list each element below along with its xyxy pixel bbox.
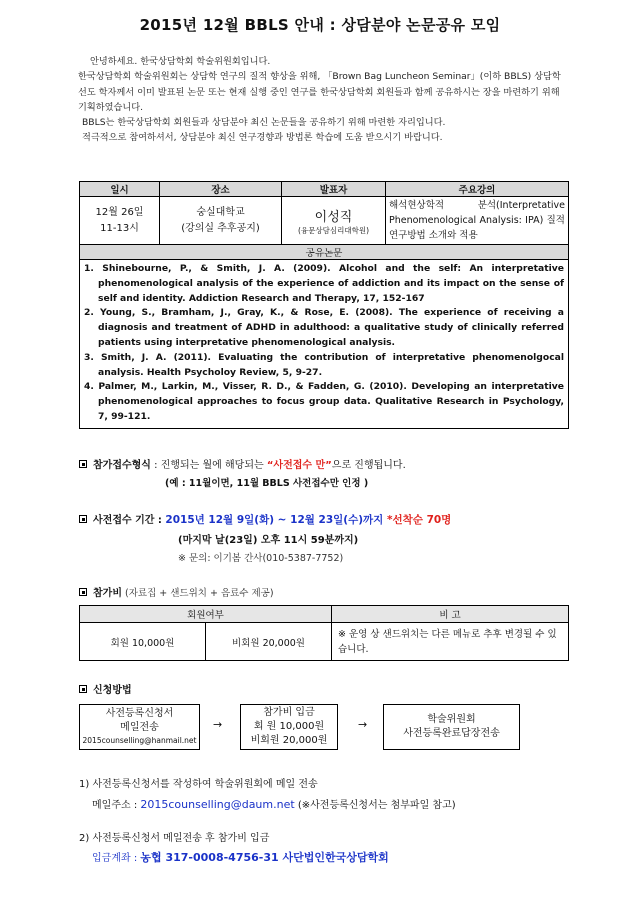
date-day: 12월 26일 [95, 206, 144, 218]
deadline-text: (마지막 날(23일) 오후 11시 59분까지) [178, 535, 359, 546]
pre-registration-first-come: *선착순 70명 [383, 514, 452, 526]
square-bullet-icon [79, 515, 87, 523]
apply-label: 신청방법 [93, 685, 132, 696]
account-label: 입금계좌 : [92, 853, 141, 864]
registration-text-after: 으로 진행됩니다. [331, 460, 406, 471]
header-date: 일시 [80, 182, 160, 197]
fee-section [79, 584, 274, 599]
flow-step-confirm [383, 704, 520, 750]
mail-address-line [92, 796, 456, 811]
header-place: 장소 [160, 182, 282, 197]
header-lecture: 주요강의 [386, 182, 569, 197]
flow-step-email [79, 704, 200, 750]
pre-registration-deadline [178, 531, 358, 546]
place-note: (강의실 추후공지) [181, 222, 260, 234]
schedule-presenter [282, 197, 386, 245]
flow-step-confirm-title: 학술위원회 [427, 714, 476, 725]
paper-item: 4. Palmer, M., Larkin, M., Visser, R. D., & Fadden, G. (2010). Developing an interpretative phenomenological approaches to focus group data. Qualitative Research in Psychology, 7, 99-121. [84, 381, 564, 422]
registration-highlight: “사전접수 만” [266, 460, 332, 471]
intro-line: 안녕하세요. 한국상담학회 학술위원회입니다. [90, 56, 271, 67]
account-number: 농협 317-0008-4756-31 사단법인한국상담학회 [140, 851, 389, 864]
flow-step-payment [240, 704, 338, 750]
intro-line: 적극적으로 참여하셔서, 상담분야 최신 연구경향과 방법론 학습에 도움 받으시기 바랍니다. [82, 132, 443, 144]
page-title: 2015년 12월 BBLS 안내 : 상담분야 논문공유 모임 [139, 16, 501, 34]
header-presenter: 발표자 [282, 182, 386, 197]
shared-papers-header: 공유논문 [80, 245, 569, 260]
registration-example [165, 475, 368, 489]
fee-label: 참가비 [93, 588, 122, 599]
fee-header-remark: 비 고 [332, 606, 569, 623]
square-bullet-icon [79, 588, 87, 596]
mail-address-link[interactable]: 2015counselling@daum.net [140, 798, 295, 811]
fee-sub: (자료집 + 샌드위치 + 음료수 제공) [121, 588, 274, 599]
fee-remark: ※ 운영 상 샌드위치는 다른 메뉴로 추후 변경될 수 있습니다. [332, 623, 569, 661]
date-time: 11-13시 [100, 222, 139, 234]
paper-item: 1. Shinebourne, P., & Smith, J. A. (2009). Alcohol and the self: An interpretative phenomenological analysis of the experience of addiction and its impact on the sense of self and identity. Addiction Research and Therapy, 17, 152-167 [84, 263, 564, 304]
flow-step-email-sub: 메일전송 [120, 722, 159, 733]
flow-step-payment-member: 회 원 10,000원 [253, 721, 325, 732]
step-2-text: 2) 사전등록신청서 메일전송 후 참가비 입금 [79, 833, 270, 844]
shared-papers-list [80, 260, 569, 429]
step-1-text: 1) 사전등록신청서를 작성하여 학술위원회에 메일 전송 [79, 779, 318, 790]
presenter-name: 이성직 [314, 209, 353, 225]
registration-section [79, 456, 406, 471]
pre-registration-label: 사전접수 기간 : [93, 515, 166, 526]
flow-step-payment-nonmember: 비회원 20,000원 [250, 735, 328, 746]
place-name: 숭실대학교 [196, 206, 245, 218]
mail-note: (※사전등록신청서는 첨부파일 참고) [294, 800, 456, 811]
pre-registration-period: 2015년 12월 9일(화) ~ 12월 23일(수)까지 [165, 514, 384, 526]
fee-header-membership: 회원여부 [80, 606, 332, 623]
fee-member: 회원 10,000원 [80, 623, 206, 661]
fee-non-member: 비회원 20,000원 [206, 623, 332, 661]
fee-table [79, 605, 569, 661]
paper-item: 3. Smith, J. A. (2011). Evaluating the contribution of interpretative phenomenolgocal analysis. Health Psycholoy Review, 5, 9-27. [84, 351, 564, 378]
flow-step-confirm-sub: 사전등록완료답장전송 [403, 728, 500, 739]
step-2 [79, 829, 269, 844]
intro-line: 한국상담학회 학술위원회는 상담학 연구의 질적 향상을 위해, 「Brown Bag Luncheon Seminar」(이하 BBLS) 상담학 선도 학자께서 이미 발표된 논문 또는 현재 실행 중인 연구를 한국상담학회 회원들과 함께 공유하시는 장을 마련하기 위해 기획하였습니다. [78, 71, 561, 113]
presenter-affiliation: (융문상담심리대학원) [297, 225, 370, 235]
flow-step-email-address: 2015counselling@hanmail.net [82, 736, 197, 745]
contact-text: ※ 문의: 이기봄 간사(010-5387-7752) [178, 553, 344, 564]
flow-step-payment-title: 참가비 입금 [263, 707, 315, 718]
square-bullet-icon [79, 685, 87, 693]
schedule-place [160, 197, 282, 245]
step-1 [79, 775, 318, 790]
flow-step-email-title: 사전등록신청서 [105, 708, 174, 719]
registration-label: 참가접수형식 [93, 460, 151, 471]
schedule-table [79, 181, 569, 429]
schedule-date [80, 197, 160, 245]
intro-line: BBLS는 한국상담학회 회원들과 상담분야 최신 논문들을 공유하기 위해 마련한 자리입니다. [82, 117, 446, 129]
arrow-right-icon: → [358, 718, 368, 731]
mail-label: 메일주소 : [92, 800, 141, 811]
paper-item: 2. Young, S., Bramham, J., Gray, K., & Rose, E. (2008). The experience of receiving a diagnosis and treatment of ADHD in adulthood: a qualitative study of clinically referred patients using interpretative phenomenological analysis. [84, 307, 564, 348]
arrow-right-icon: → [213, 718, 223, 731]
pre-registration-contact [178, 550, 343, 564]
registration-text: : 진행되는 월에 해당되는 [150, 460, 267, 471]
square-bullet-icon [79, 460, 87, 468]
intro-text [78, 54, 568, 146]
registration-example-text: (예 : 11월이면, 11월 BBLS 사전접수만 인정 ) [165, 478, 369, 489]
apply-section [79, 681, 132, 696]
pre-registration-section [79, 511, 451, 527]
account-line [92, 849, 389, 865]
schedule-lecture: 해석현상학적 분석(Interpretative Phenomenological Analysis: IPA) 질적연구방법 소개와 적용 [386, 197, 569, 245]
